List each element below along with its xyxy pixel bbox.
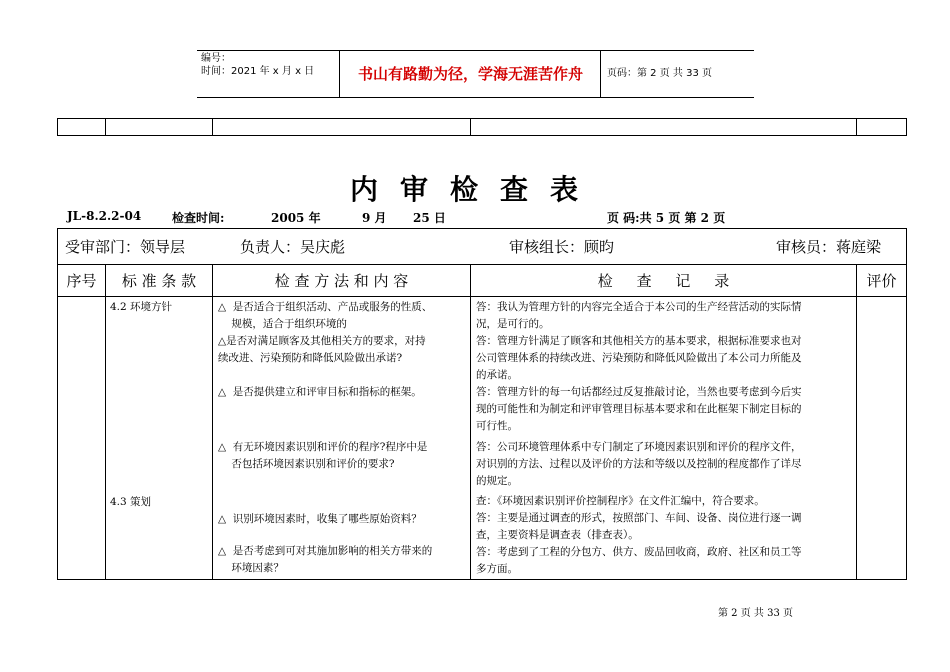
record-line: 公司管理体系的持续改进、污染预防和降低风险做出了本公司力所能及 [476, 352, 802, 364]
record-line: 可行性。 [476, 420, 518, 432]
strip-divider [212, 119, 213, 135]
strip-divider [470, 119, 471, 135]
method-line: 规模，适合于组织环境的 [218, 318, 347, 330]
method-line: △ 识别环境因素时，收集了哪些原始资料？ [218, 513, 422, 525]
header-meta [197, 51, 340, 97]
doc-code: JL-8.2.2-04 [67, 209, 142, 223]
document-title: 内审检查表 [349, 173, 600, 206]
record-line: 答：主要是通过调查的形式，按照部门、车间、设备、岗位进行逐一调 [476, 512, 802, 524]
record-line: 多方面。 [476, 563, 518, 575]
responsible-person: 负责人：吴庆彪 [240, 238, 346, 256]
record-line: 现的可能性和为制定和评审管理目标基本要求和在此框架下制定目标的 [476, 403, 802, 415]
col-header-no: 序号 [66, 272, 97, 290]
col-header-clause: 标 准 条 款 [121, 272, 197, 290]
motto: 书山有路勤为径，学海无涯苦作舟 [341, 51, 601, 97]
page-footer: 第 2 页 共 33 页 [718, 608, 793, 619]
record-line: 答：我认为管理方针的内容完全适合于本公司的生产经营活动的实际情 [476, 301, 802, 313]
check-time-label: 检查时间: [172, 211, 225, 225]
record-line: 答：管理方针满足了顾客和其他相关方的基本要求，根据标准要求也对 [476, 335, 802, 347]
clause-item: 4.2 环境方针 [110, 301, 173, 313]
empty-table-row [57, 118, 907, 136]
page-count: 页 码:共 5 页 第 2 页 [607, 211, 726, 225]
record-line: 答：考虑到了工程的分包方、供方、废品回收商，政府、社区和员工等 [476, 546, 802, 558]
method-line: △ 是否考虑到可对其施加影响的相关方带来的 [218, 545, 433, 557]
audit-checklist-table [57, 228, 907, 580]
record-line: 答：公司环境管理体系中专门制定了环境因素识别和评价的程序文件， [476, 441, 802, 453]
col-divider [212, 264, 213, 579]
clause-item: 4.3 策划 [110, 496, 152, 508]
number-label: 编号： [201, 53, 231, 64]
record-line: 对识别的方法、过程以及评价的方法和等级以及控制的程度都作了详尽 [476, 458, 802, 470]
col-divider [856, 264, 857, 579]
strip-divider [105, 119, 106, 135]
record-line: 查：《环境因素识别评价控制程序》在文件汇编中，符合要求。 [476, 495, 765, 507]
method-line: 环境因素？ [218, 562, 284, 574]
audited-dept: 受审部门：领导层 [65, 238, 186, 256]
method-line: △ 有无环境因素识别和评价的程序?程序中是 [218, 441, 428, 453]
method-line: △ 是否适合于组织活动、产品或服务的性质、 [218, 301, 433, 313]
col-divider [105, 264, 106, 579]
page-info: 页码：第 2 页 共 33 页 [607, 68, 712, 79]
method-line: △ 是否提供建立和评审目标和指标的框架。 [218, 386, 422, 398]
col-header-method: 检 查 方 法 和 内 容 [274, 272, 409, 290]
record-line: 的承诺。 [476, 369, 518, 381]
record-line: 答：管理方针的每一句话都经过反复推敲讨论，当然也要考虑到今后实 [476, 386, 802, 398]
auditor: 审核员：蒋庭梁 [776, 238, 882, 256]
record-line: 查，主要资料是调查表（排查表）。 [476, 529, 639, 541]
info-line [0, 209, 950, 225]
audit-team-leader: 审核组长：顾昀 [509, 238, 615, 256]
method-line: 续改进、污染预防和降低风险做出承诺? [218, 352, 403, 364]
time-label: 时间：2021 年 x 月 x 日 [201, 66, 315, 77]
col-header-rating: 评价 [866, 272, 897, 290]
check-month: 9 月 [362, 211, 387, 225]
row-divider [58, 264, 906, 265]
method-line: 否包括环境因素识别和评价的要求? [218, 458, 395, 470]
col-header-record: 检 查 记 录 [597, 272, 730, 290]
check-year: 2005 年 [271, 211, 321, 225]
col-divider [470, 264, 471, 579]
record-line: 的规定。 [476, 475, 518, 487]
strip-divider [856, 119, 857, 135]
method-line: △是否对满足顾客及其他相关方的要求，对持 [218, 335, 426, 347]
page-header [197, 50, 754, 98]
record-line: 况，是可行的。 [476, 318, 550, 330]
row-divider [58, 296, 906, 297]
check-day: 25 日 [413, 211, 446, 225]
